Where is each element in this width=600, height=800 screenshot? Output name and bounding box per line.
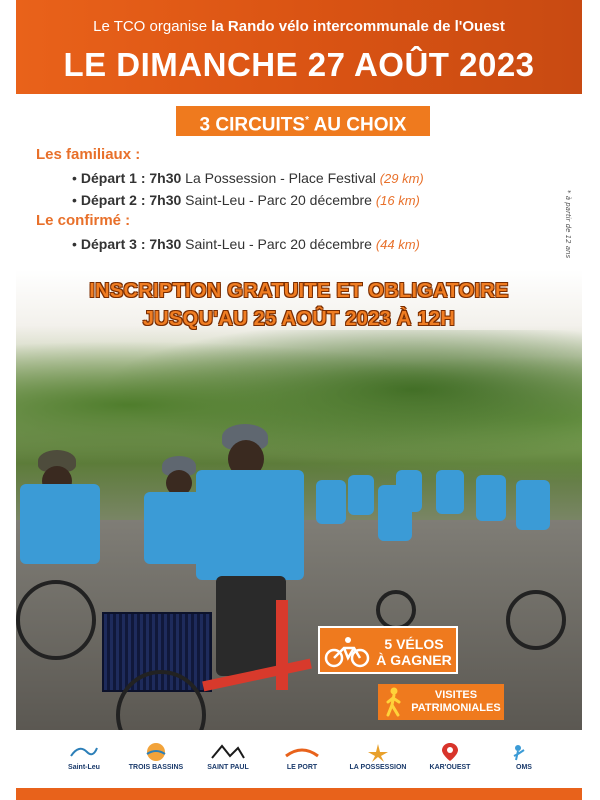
logo-oms-label: OMS <box>516 764 532 771</box>
departure-1-distance: (29 km) <box>379 171 424 186</box>
logo-saint-leu-label: Saint-Leu <box>68 764 100 771</box>
velos-line2: À GAGNER <box>376 652 452 668</box>
visites-line1: VISITES <box>434 689 478 701</box>
event-date: LE DIMANCHE 27 AOÛT 2023 <box>63 46 535 83</box>
cyclist <box>378 485 412 541</box>
velos-badge <box>318 626 458 674</box>
partner-logos <box>16 736 582 788</box>
bullet-icon: • <box>72 170 77 186</box>
intro-event: la Rando vélo intercommunale de l'Ouest <box>211 18 505 35</box>
inscription-line2: JUSQU'AU 25 AOÛT 2023 À 12H <box>142 308 456 330</box>
logo-saint-paul-label: SAINT PAUL <box>207 764 249 771</box>
logo-le-port <box>272 742 332 771</box>
cyclist-left <box>20 484 100 564</box>
header-band <box>16 0 582 94</box>
logo-la-possession <box>346 742 410 771</box>
departure-2-place: Saint-Leu - Parc 20 décembre <box>185 192 372 208</box>
circuits-banner <box>176 106 430 136</box>
circuits-star: * <box>305 115 309 126</box>
departure-1-place: La Possession - Place Festival <box>185 170 376 186</box>
oms-logo-icon <box>510 742 538 762</box>
bike-wheel <box>506 590 566 650</box>
departure-3-distance: (44 km) <box>375 237 420 252</box>
logo-karouest <box>420 742 480 771</box>
departure-3-label: Départ 3 : 7h30 <box>80 236 182 252</box>
departure-2-label: Départ 2 : 7h30 <box>80 192 182 208</box>
visites-line2: PATRIMONIALES <box>411 702 501 714</box>
departure-1-label: Départ 1 : 7h30 <box>80 170 182 186</box>
logo-trois-bassins <box>126 742 186 771</box>
cyclist <box>348 475 374 515</box>
footer-bar <box>16 788 582 800</box>
section-familiaux: Les familiaux : <box>36 146 141 163</box>
cyclist <box>316 480 346 524</box>
poster <box>16 0 582 800</box>
cyclists-photo <box>16 270 582 730</box>
circuits-suffix: AU CHOIX <box>313 114 407 136</box>
saint-leu-logo-icon <box>69 742 99 762</box>
departure-1 <box>72 170 424 186</box>
bullet-icon: • <box>72 236 77 252</box>
logo-karouest-label: KAR'OUEST <box>429 764 471 771</box>
logo-trois-bassins-label: TROIS BASSINS <box>128 764 184 771</box>
logo-la-possession-label: LA POSSESSION <box>349 764 407 771</box>
logo-saint-leu <box>60 742 108 771</box>
le-port-logo-icon <box>282 742 322 762</box>
saint-paul-logo-icon <box>208 742 248 762</box>
cyclist <box>516 480 550 530</box>
bike-wheel <box>16 580 96 660</box>
logo-le-port-label: LE PORT <box>286 764 318 771</box>
age-note: * à partir de 12 ans <box>564 190 572 259</box>
velos-text <box>372 636 456 668</box>
cyclist-main <box>196 470 304 580</box>
intro-prefix: Le TCO organise <box>93 18 208 35</box>
bike-frame <box>276 600 288 690</box>
circuits-label: 3 CIRCUITS <box>199 114 306 136</box>
bullet-icon: • <box>72 192 77 208</box>
velos-line1: 5 VÉLOS <box>384 636 444 652</box>
inscription-line1: INSCRIPTION GRATUITE ET OBLIGATOIRE <box>89 280 509 302</box>
visites-text <box>410 689 502 715</box>
departure-3 <box>72 236 420 252</box>
trees-background <box>16 330 582 480</box>
section-confirme: Le confirmé : <box>36 212 131 229</box>
departure-2-distance: (16 km) <box>375 193 420 208</box>
hiker-icon <box>382 687 406 717</box>
karouest-logo-icon <box>440 742 460 762</box>
departure-2 <box>72 192 420 208</box>
la-possession-logo-icon <box>366 742 390 762</box>
header-intro <box>16 18 582 35</box>
cyclist <box>436 470 464 514</box>
logo-oms <box>494 742 554 771</box>
bike-wheel <box>376 590 416 630</box>
cyclist <box>476 475 506 521</box>
visites-badge <box>378 684 504 720</box>
logo-saint-paul <box>200 742 256 771</box>
trois-bassins-logo-icon <box>145 742 167 762</box>
bicycle-icon <box>324 636 370 668</box>
departure-3-place: Saint-Leu - Parc 20 décembre <box>185 236 372 252</box>
